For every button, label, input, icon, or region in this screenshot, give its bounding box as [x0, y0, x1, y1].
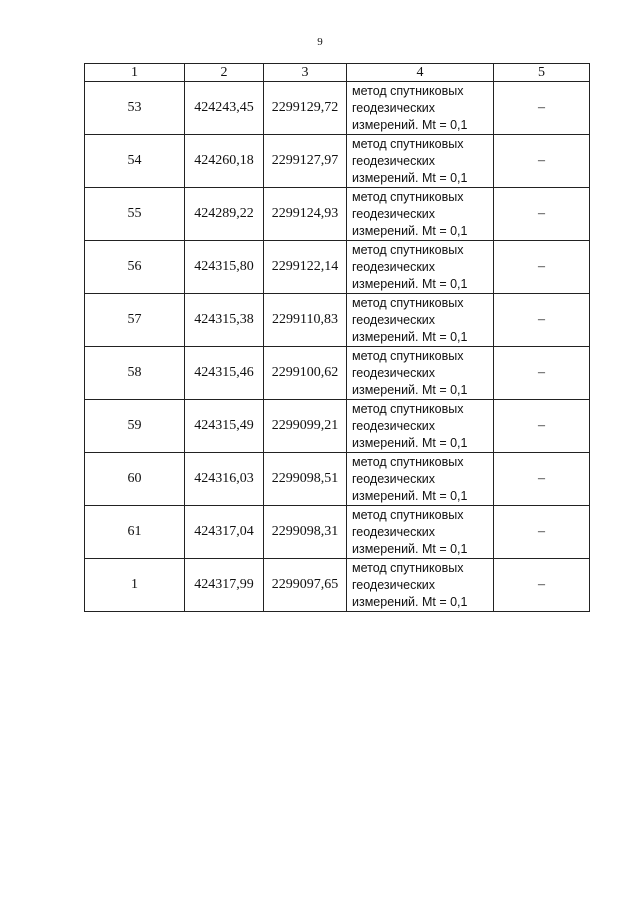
note-cell: – — [494, 135, 590, 188]
method-text-line: геодезических — [352, 100, 436, 115]
method-text-line: метод спутниковых — [352, 507, 464, 522]
method-cell — [347, 506, 494, 559]
table-row — [85, 294, 590, 347]
note-cell: – — [494, 294, 590, 347]
method-cell — [347, 400, 494, 453]
method-cell — [347, 294, 494, 347]
method-text-line: метод спутниковых — [352, 136, 464, 151]
y-coordinate-cell: 2299099,21 — [264, 400, 347, 453]
method-cell — [347, 559, 494, 612]
x-coordinate-cell: 424315,80 — [185, 241, 264, 294]
method-cell — [347, 188, 494, 241]
method-text-line: геодезических — [352, 471, 436, 486]
column-header-4: 4 — [347, 64, 494, 82]
method-text-line: измерений. Mt = 0,1 — [352, 329, 468, 344]
y-coordinate-cell: 2299098,51 — [264, 453, 347, 506]
point-number-cell: 61 — [85, 506, 185, 559]
method-text-line: метод спутниковых — [352, 348, 464, 363]
note-cell: – — [494, 453, 590, 506]
x-coordinate-cell: 424243,45 — [185, 82, 264, 135]
x-coordinate-cell: 424289,22 — [185, 188, 264, 241]
method-text-line: геодезических — [352, 312, 436, 327]
method-text-line: измерений. Mt = 0,1 — [352, 541, 468, 556]
table-row — [85, 400, 590, 453]
point-number-cell: 53 — [85, 82, 185, 135]
method-text-line: геодезических — [352, 577, 436, 592]
table-row — [85, 453, 590, 506]
method-cell — [347, 453, 494, 506]
method-text-line: геодезических — [352, 153, 436, 168]
note-cell: – — [494, 506, 590, 559]
y-coordinate-cell: 2299129,72 — [264, 82, 347, 135]
x-coordinate-cell: 424316,03 — [185, 453, 264, 506]
x-coordinate-cell: 424317,99 — [185, 559, 264, 612]
note-cell: – — [494, 241, 590, 294]
column-header-3: 3 — [264, 64, 347, 82]
note-cell: – — [494, 400, 590, 453]
method-text-line: метод спутниковых — [352, 189, 464, 204]
method-cell — [347, 135, 494, 188]
y-coordinate-cell: 2299100,62 — [264, 347, 347, 400]
table-row — [85, 559, 590, 612]
coordinates-table — [84, 63, 590, 612]
method-text-line: метод спутниковых — [352, 83, 464, 98]
method-cell — [347, 347, 494, 400]
point-number-cell: 58 — [85, 347, 185, 400]
column-header-5: 5 — [494, 64, 590, 82]
column-header-1: 1 — [85, 64, 185, 82]
method-text-line: геодезических — [352, 524, 436, 539]
y-coordinate-cell: 2299122,14 — [264, 241, 347, 294]
method-text-line: геодезических — [352, 259, 436, 274]
note-cell: – — [494, 188, 590, 241]
point-number-cell: 1 — [85, 559, 185, 612]
note-cell: – — [494, 559, 590, 612]
point-number-cell: 54 — [85, 135, 185, 188]
table-row — [85, 506, 590, 559]
method-text-line: геодезических — [352, 418, 436, 433]
method-cell — [347, 241, 494, 294]
table-body — [85, 82, 590, 612]
point-number-cell: 60 — [85, 453, 185, 506]
point-number-cell: 56 — [85, 241, 185, 294]
y-coordinate-cell: 2299098,31 — [264, 506, 347, 559]
method-text-line: измерений. Mt = 0,1 — [352, 382, 468, 397]
method-text-line: измерений. Mt = 0,1 — [352, 223, 468, 238]
page-number: 9 — [317, 36, 323, 48]
y-coordinate-cell: 2299097,65 — [264, 559, 347, 612]
table-row — [85, 135, 590, 188]
y-coordinate-cell: 2299127,97 — [264, 135, 347, 188]
note-cell: – — [494, 82, 590, 135]
y-coordinate-cell: 2299124,93 — [264, 188, 347, 241]
method-text-line: измерений. Mt = 0,1 — [352, 488, 468, 503]
note-cell: – — [494, 347, 590, 400]
x-coordinate-cell: 424315,38 — [185, 294, 264, 347]
x-coordinate-cell: 424260,18 — [185, 135, 264, 188]
method-text-line: измерений. Mt = 0,1 — [352, 276, 468, 291]
y-coordinate-cell: 2299110,83 — [264, 294, 347, 347]
method-text-line: измерений. Mt = 0,1 — [352, 170, 468, 185]
method-text-line: измерений. Mt = 0,1 — [352, 435, 468, 450]
column-header-2: 2 — [185, 64, 264, 82]
method-text-line: измерений. Mt = 0,1 — [352, 117, 468, 132]
method-text-line: метод спутниковых — [352, 560, 464, 575]
table-header-row — [85, 64, 590, 82]
method-text-line: геодезических — [352, 365, 436, 380]
table-row — [85, 241, 590, 294]
point-number-cell: 59 — [85, 400, 185, 453]
method-text-line: метод спутниковых — [352, 295, 464, 310]
point-number-cell: 57 — [85, 294, 185, 347]
table-row — [85, 188, 590, 241]
method-text-line: геодезических — [352, 206, 436, 221]
method-cell — [347, 82, 494, 135]
x-coordinate-cell: 424317,04 — [185, 506, 264, 559]
x-coordinate-cell: 424315,46 — [185, 347, 264, 400]
x-coordinate-cell: 424315,49 — [185, 400, 264, 453]
method-text-line: метод спутниковых — [352, 401, 464, 416]
table-row — [85, 82, 590, 135]
table-row — [85, 347, 590, 400]
method-text-line: метод спутниковых — [352, 454, 464, 469]
method-text-line: измерений. Mt = 0,1 — [352, 594, 468, 609]
method-text-line: метод спутниковых — [352, 242, 464, 257]
point-number-cell: 55 — [85, 188, 185, 241]
